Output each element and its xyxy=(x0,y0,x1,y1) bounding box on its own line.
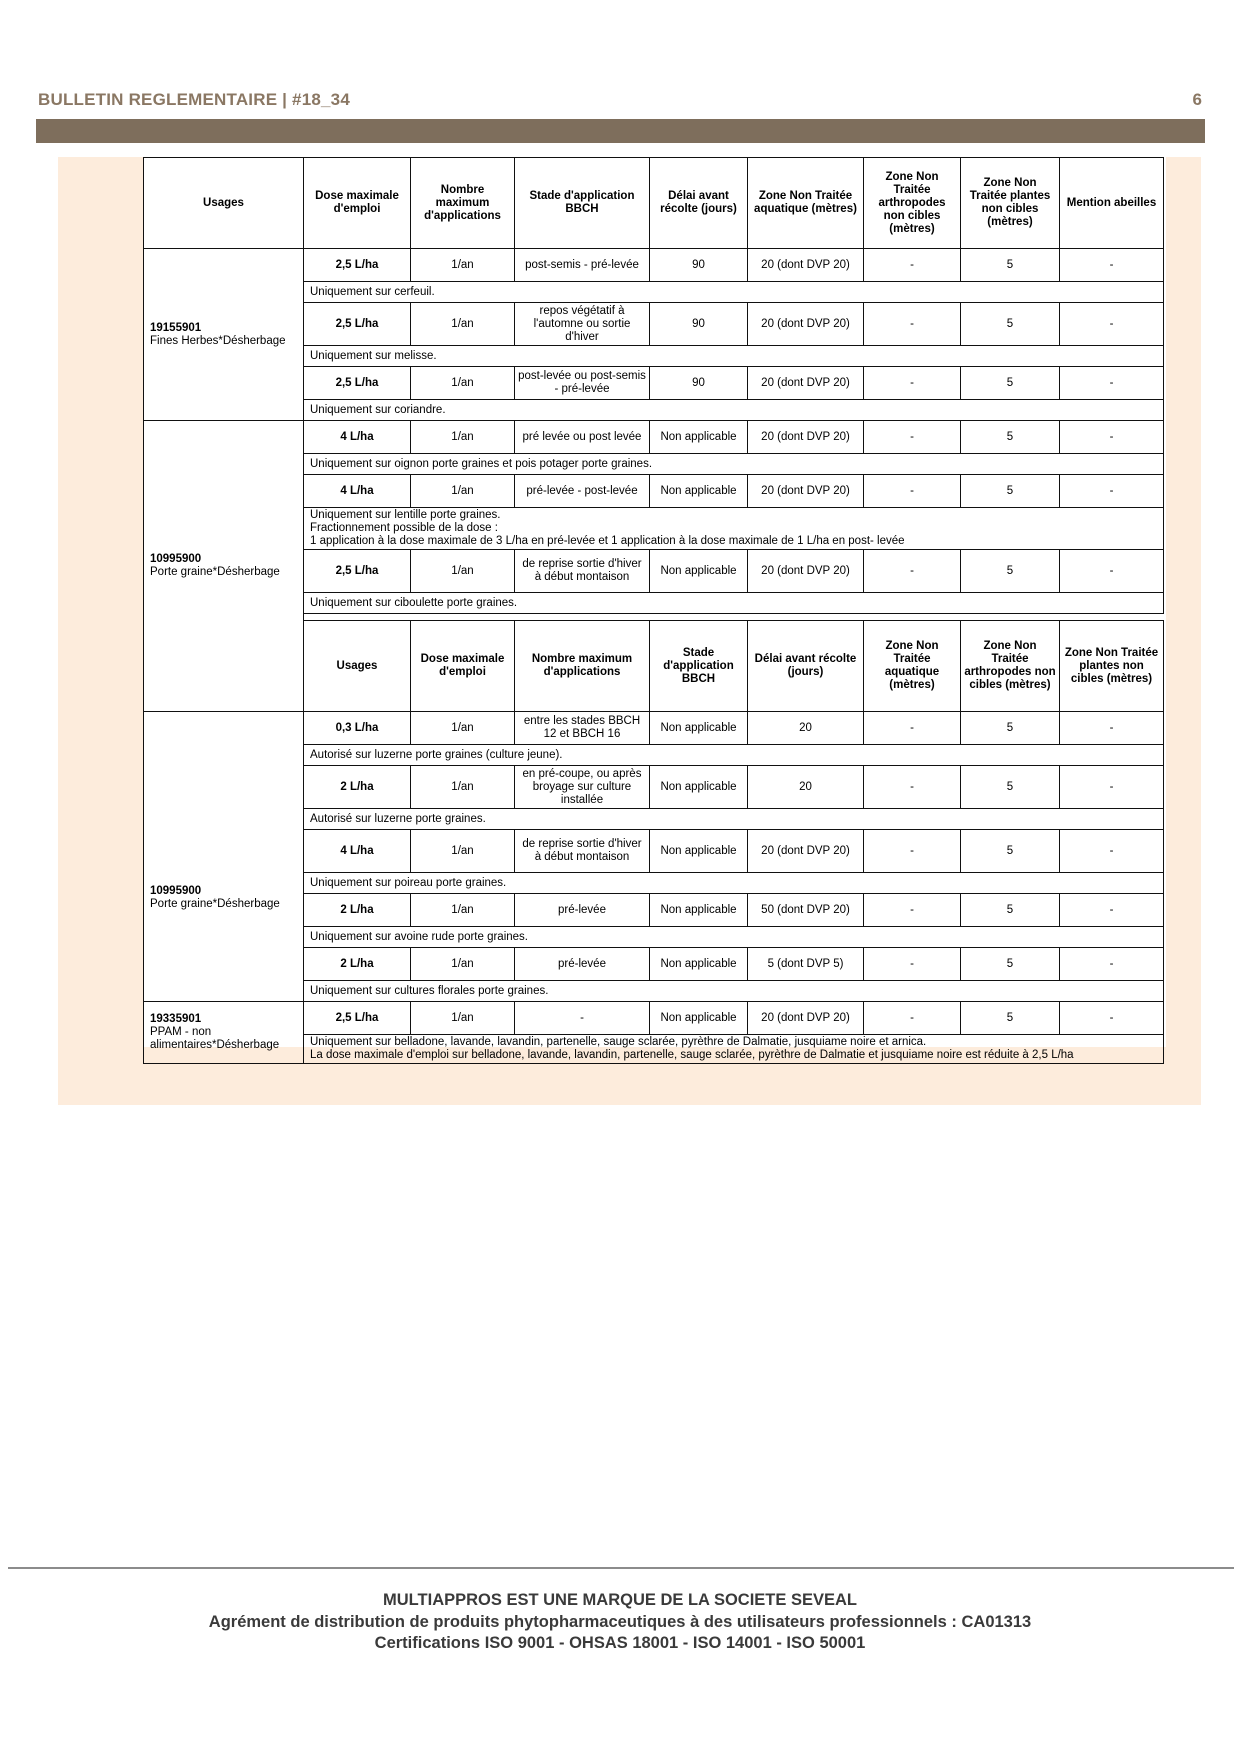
delai-cell: 90 xyxy=(650,303,748,346)
znt-art-cell: - xyxy=(864,1002,961,1035)
col-header-delai: Délai avant récolte (jours) xyxy=(748,621,864,712)
dose-cell: 2 L/ha xyxy=(304,948,411,981)
nb-cell: 1/an xyxy=(411,948,515,981)
znt-aq-cell: 20 (dont DVP 20) xyxy=(748,367,864,400)
note-cell xyxy=(304,508,1164,550)
note-cell: Uniquement sur coriandre. xyxy=(304,400,1164,421)
abeilles-cell: - xyxy=(1060,550,1164,593)
znt-pl-cell: 5 xyxy=(961,830,1060,873)
abeilles-cell: - xyxy=(1060,948,1164,981)
stade-cell: entre les stades BBCH 12 et BBCH 16 xyxy=(515,712,650,745)
znt-aq-cell: 20 (dont DVP 20) xyxy=(748,1002,864,1035)
delai-cell: Non applicable xyxy=(650,948,748,981)
znt-aq-cell: 5 (dont DVP 5) xyxy=(748,948,864,981)
abeilles-cell: - xyxy=(1060,894,1164,927)
znt-aq-cell: 20 (dont DVP 20) xyxy=(748,249,864,282)
abeilles-cell: - xyxy=(1060,1002,1164,1035)
stade-cell: post-levée ou post-semis - pré-levée xyxy=(515,367,650,400)
znt-art-cell: - xyxy=(864,421,961,454)
delai-cell: Non applicable xyxy=(650,830,748,873)
table-header-row xyxy=(144,158,1164,249)
col-header-znt-aquatique: Zone Non Traitée aquatique (mètres) xyxy=(864,621,961,712)
abeilles-cell: - xyxy=(1060,421,1164,454)
stade-cell: - xyxy=(515,1002,650,1035)
stade-cell: post-semis - pré-levée xyxy=(515,249,650,282)
znt-aq-cell: 20 xyxy=(748,712,864,745)
usage-code: 10995900 xyxy=(150,885,202,897)
usage-name: Porte graine*Désherbage xyxy=(150,566,280,578)
note-line: 1 application à la dose maximale de 3 L/ha en pré-levée et 1 application à la dose maximale de 1 L/ha en post- levée xyxy=(310,535,905,547)
col-header-stade: Stade d'application BBCH xyxy=(650,621,748,712)
znt-art-cell: - xyxy=(864,894,961,927)
dose-cell: 2 L/ha xyxy=(304,766,411,809)
footer-divider xyxy=(8,1567,1234,1569)
znt-pl-cell: 5 xyxy=(961,948,1060,981)
nb-cell: 1/an xyxy=(411,475,515,508)
col-header-dose: Dose maximale d'emploi xyxy=(411,621,515,712)
col-header-usages: Usages xyxy=(304,621,411,712)
znt-pl-cell: 5 xyxy=(961,550,1060,593)
regulation-table-container xyxy=(143,157,1166,1061)
col-header-delai: Délai avant récolte (jours) xyxy=(650,158,748,249)
col-header-nb-applications: Nombre maximum d'applications xyxy=(411,158,515,249)
bulletin-title: BULLETIN REGLEMENTAIRE | #18_34 xyxy=(38,90,350,109)
znt-aq-cell: 20 xyxy=(748,766,864,809)
abeilles-cell: - xyxy=(1060,303,1164,346)
col-header-dose: Dose maximale d'emploi xyxy=(304,158,411,249)
znt-art-cell: - xyxy=(864,766,961,809)
usage-cell xyxy=(144,421,304,712)
znt-pl-cell: 5 xyxy=(961,894,1060,927)
usage-name: Fines Herbes*Désherbage xyxy=(150,334,286,347)
delai-cell: Non applicable xyxy=(650,475,748,508)
col-header-znt-plantes: Zone Non Traitée plantes non cibles (mètres) xyxy=(1060,621,1164,712)
dose-cell: 0,3 L/ha xyxy=(304,712,411,745)
note-cell xyxy=(304,1035,1164,1064)
znt-aq-cell: 20 (dont DVP 20) xyxy=(748,303,864,346)
note-cell: Autorisé sur luzerne porte graines (culture jeune). xyxy=(304,745,1164,766)
znt-art-cell: - xyxy=(864,303,961,346)
nb-cell: 1/an xyxy=(411,766,515,809)
note-line: Uniquement sur belladone, lavande, lavandin, partenelle, sauge sclarée, pyrèthre de Dalmatie, jusquiame noire et arnica. xyxy=(310,1036,927,1048)
znt-aq-cell: 20 (dont DVP 20) xyxy=(748,475,864,508)
note-cell: Uniquement sur ciboulette porte graines. xyxy=(304,593,1164,614)
nb-cell: 1/an xyxy=(411,1002,515,1035)
col-header-usages: Usages xyxy=(144,158,304,249)
stade-cell: en pré-coupe, ou après broyage sur culture installée xyxy=(515,766,650,809)
znt-art-cell: - xyxy=(864,249,961,282)
stade-cell: pré-levée xyxy=(515,894,650,927)
usage-cell xyxy=(144,249,304,421)
dose-cell: 4 L/ha xyxy=(304,475,411,508)
footer-line-2: Agrément de distribution de produits phytopharmaceutiques à des utilisateurs professionnels : CA01313 xyxy=(208,1613,1032,1631)
header-bar xyxy=(36,119,1205,143)
znt-aq-cell: 50 (dont DVP 20) xyxy=(748,894,864,927)
stade-cell: pré levée ou post levée xyxy=(515,421,650,454)
znt-art-cell: - xyxy=(864,948,961,981)
col-header-znt-arthropodes: Zone Non Traitée arthropodes non cibles (mètres) xyxy=(864,158,961,249)
table-row xyxy=(144,249,1164,282)
table-row xyxy=(144,712,1164,745)
delai-cell: Non applicable xyxy=(650,766,748,809)
dose-cell: 2,5 L/ha xyxy=(304,249,411,282)
note-cell: Uniquement sur melisse. xyxy=(304,346,1164,367)
note-cell: Autorisé sur luzerne porte graines. xyxy=(304,809,1164,830)
abeilles-cell: - xyxy=(1060,830,1164,873)
nb-cell: 1/an xyxy=(411,830,515,873)
usage-code: 19155901 xyxy=(150,321,202,334)
znt-pl-cell: 5 xyxy=(961,712,1060,745)
table-row xyxy=(144,421,1164,454)
znt-pl-cell: 5 xyxy=(961,766,1060,809)
abeilles-cell: - xyxy=(1060,249,1164,282)
abeilles-cell: - xyxy=(1060,367,1164,400)
usage-name: Porte graine*Désherbage xyxy=(150,898,280,910)
abeilles-cell: - xyxy=(1060,766,1164,809)
col-header-znt-arthropodes: Zone Non Traitée arthropodes non cibles (mètres) xyxy=(961,621,1060,712)
dose-cell: 4 L/ha xyxy=(304,830,411,873)
znt-pl-cell: 5 xyxy=(961,367,1060,400)
nb-cell: 1/an xyxy=(411,894,515,927)
znt-aq-cell: 20 (dont DVP 20) xyxy=(748,421,864,454)
dose-cell: 2,5 L/ha xyxy=(304,367,411,400)
stade-cell: pré-levée xyxy=(515,948,650,981)
usage-code: 10995900 xyxy=(150,553,202,565)
col-header-abeilles: Mention abeilles xyxy=(1060,158,1164,249)
dose-cell: 2,5 L/ha xyxy=(304,550,411,593)
znt-art-cell: - xyxy=(864,712,961,745)
stade-cell: pré-levée - post-levée xyxy=(515,475,650,508)
usage-cell xyxy=(144,1002,304,1064)
dose-cell: 2,5 L/ha xyxy=(304,303,411,346)
note-cell: Uniquement sur poireau porte graines. xyxy=(304,873,1164,894)
delai-cell: Non applicable xyxy=(650,550,748,593)
note-cell: Uniquement sur cultures florales porte graines. xyxy=(304,981,1164,1002)
stade-cell: de reprise sortie d'hiver à début montaison xyxy=(515,550,650,593)
znt-art-cell: - xyxy=(864,550,961,593)
znt-pl-cell: 5 xyxy=(961,475,1060,508)
note-cell: Uniquement sur oignon porte graines et pois potager porte graines. xyxy=(304,454,1164,475)
nb-cell: 1/an xyxy=(411,303,515,346)
delai-cell: 90 xyxy=(650,367,748,400)
footer-line-1: MULTIAPPROS EST UNE MARQUE DE LA SOCIETE SEVEAL xyxy=(383,1591,857,1609)
note-line: La dose maximale d'emploi sur belladone, lavande, lavandin, partenelle, sauge sclarée, pyrèthre de Dalmatie et jusquiame noire est réduite à 2,5 L/ha xyxy=(310,1049,1074,1061)
delai-cell: Non applicable xyxy=(650,894,748,927)
znt-art-cell: - xyxy=(864,830,961,873)
znt-art-cell: - xyxy=(864,367,961,400)
nb-cell: 1/an xyxy=(411,367,515,400)
dose-cell: 4 L/ha xyxy=(304,421,411,454)
footer-line-3: Certifications ISO 9001 - OHSAS 18001 - ISO 14001 - ISO 50001 xyxy=(374,1634,866,1652)
usage-code: 19335901 xyxy=(150,1013,202,1025)
nb-cell: 1/an xyxy=(411,712,515,745)
col-header-znt-aquatique: Zone Non Traitée aquatique (mètres) xyxy=(748,158,864,249)
znt-aq-cell: 20 (dont DVP 20) xyxy=(748,830,864,873)
delai-cell: Non applicable xyxy=(650,1002,748,1035)
znt-pl-cell: 5 xyxy=(961,1002,1060,1035)
note-line: Uniquement sur lentille porte graines. xyxy=(310,509,501,521)
note-line: Fractionnement possible de la dose : xyxy=(310,522,498,534)
delai-cell: Non applicable xyxy=(650,421,748,454)
regulation-table xyxy=(143,157,1164,1064)
table-row xyxy=(144,1002,1164,1035)
col-header-stade: Stade d'application BBCH xyxy=(515,158,650,249)
note-cell: Uniquement sur avoine rude porte graines. xyxy=(304,927,1164,948)
dose-cell: 2 L/ha xyxy=(304,894,411,927)
znt-pl-cell: 5 xyxy=(961,249,1060,282)
abeilles-cell: - xyxy=(1060,475,1164,508)
col-header-nb-applications: Nombre maximum d'applications xyxy=(515,621,650,712)
delai-cell: Non applicable xyxy=(650,712,748,745)
delai-cell: 90 xyxy=(650,249,748,282)
usage-name: PPAM - non alimentaires*Désherbage xyxy=(150,1026,280,1051)
nb-cell: 1/an xyxy=(411,249,515,282)
page-number: 6 xyxy=(1192,90,1202,109)
nb-cell: 1/an xyxy=(411,421,515,454)
note-cell: Uniquement sur cerfeuil. xyxy=(304,282,1164,303)
znt-pl-cell: 5 xyxy=(961,303,1060,346)
usage-cell xyxy=(144,712,304,1002)
stade-cell: de reprise sortie d'hiver à début montaison xyxy=(515,830,650,873)
abeilles-cell: - xyxy=(1060,712,1164,745)
col-header-znt-plantes: Zone Non Traitée plantes non cibles (mètres) xyxy=(961,158,1060,249)
nb-cell: 1/an xyxy=(411,550,515,593)
znt-pl-cell: 5 xyxy=(961,421,1060,454)
dose-cell: 2,5 L/ha xyxy=(304,1002,411,1035)
znt-aq-cell: 20 (dont DVP 20) xyxy=(748,550,864,593)
znt-art-cell: - xyxy=(864,475,961,508)
stade-cell: repos végétatif à l'automne ou sortie d'hiver xyxy=(515,303,650,346)
